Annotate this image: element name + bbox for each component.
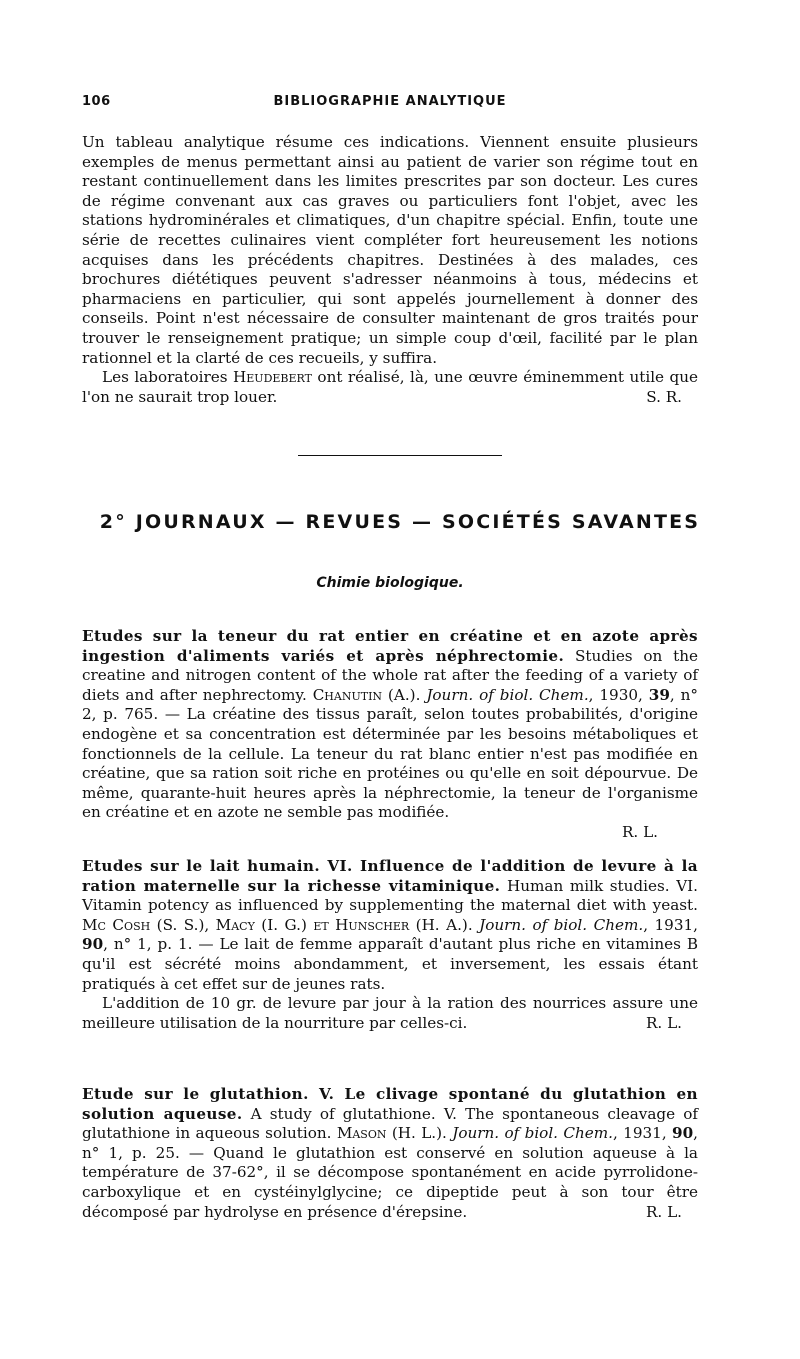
article-year: , 1930, bbox=[588, 685, 649, 704]
article-human-milk bbox=[82, 857, 698, 1033]
running-title: BIBLIOGRAPHIE ANALYTIQUE bbox=[273, 94, 507, 109]
section-divider bbox=[298, 455, 502, 456]
article-journal: Journ. of biol. Chem. bbox=[452, 1124, 613, 1143]
article-volume: 90 bbox=[672, 1124, 694, 1143]
article-initials: R. L. bbox=[645, 1013, 682, 1032]
section-title: 2° JOURNAUX — REVUES — SOCIÉTÉS SAVANTES bbox=[99, 511, 701, 533]
article-pages: , n° 1, p. 1. — bbox=[103, 935, 220, 954]
article-pages: , n° 1, p. 25. — bbox=[82, 1124, 698, 1162]
article-year: , 1931, bbox=[643, 915, 698, 934]
article-summary: La créatine des tissus paraît, selon toutes probabilités, d'origine endogène et sa concentration est déterminée par les besoins métaboliques et fonctionnels de la cellule. La teneur du rat blanc entier n'est pas modifiée en créatine, que sa ration soit riche en protéines ou qu'elle en soit dépourvue. De même, quarante-huit heures après la néphrectomie, la teneur de l'organisme en créatine et en azote ne semble pas modifiée. bbox=[82, 705, 698, 822]
review-continuation bbox=[82, 133, 698, 407]
article-glutathione bbox=[82, 1085, 698, 1222]
article-title: Etudes sur la teneur du rat entier en créatine et en azote après ingestion d'aliments variés et après néphrectomie. bbox=[82, 627, 698, 665]
review-paragraph-1: Un tableau analytique résume ces indications. Viennent ensuite plusieurs exemples de menus permettant ainsi au patient de varier son régime tout en restant continuellement dans les limites prescrites par son docteur. Les cures de régime convenant aux cas graves ou particuliers font l'objet, avec les stations hydrominérales et climatiques, d'un chapitre spécial. Enfin, toute une série de recettes culinaires vient compléter fort heureusement les notions acquises dans les précédents chapitres. Destinées à des malades, ces brochures diététiques peuvent s'adresser néanmoins à tous, médecins et pharmaciens en particulier, qui sont appelés journellement à donner des conseils. Point n'est nécessaire de consulter maintenant de gros traités pour trouver le renseignement pratique; un simple coup d'œil, facilité par le plan rationnel et la clarté de ces recueils, y suffira. bbox=[82, 133, 698, 367]
article-author: Chanutin (A.). bbox=[312, 685, 421, 704]
article-title: Etudes sur le lait humain. VI. Influence de l'addition de levure à la ration maternelle sur la richesse vitaminique. bbox=[82, 857, 698, 895]
review-paragraph-2-end: ont réalisé, là, une œuvre éminemment utile que l'on ne saurait trop louer. bbox=[82, 368, 698, 406]
running-head bbox=[82, 92, 698, 114]
article-title: Etude sur le glutathion. V. Le clivage spontané du glutathion en solution aqueuse. bbox=[82, 1085, 698, 1123]
article-english-title: Studies on the creatine and nitrogen content of the whole rat after the feeding of a variety of diets and after nephrectomy. bbox=[82, 646, 699, 704]
article-entry bbox=[82, 857, 698, 994]
article-summary-2: L'addition de 10 gr. de levure par jour à la ration des nourrices assure une meilleure utilisation de la nourriture par celles-ci. bbox=[82, 994, 698, 1032]
article-year: , 1931, bbox=[613, 1124, 673, 1143]
article-volume: 90 bbox=[82, 935, 104, 954]
article-summary: Le lait de femme apparaît d'autant plus riche en vitamines B qu'il est sécrété moins abondamment, et inversement, les essais étant pratiqués à cet effet sur de jeunes rats. bbox=[82, 935, 698, 993]
article-initials: R. L. bbox=[621, 822, 658, 841]
article-english-title: Human milk studies. VI. Vitamin potency as influenced by supplementing the maternal diet with yeast. bbox=[82, 876, 698, 915]
article-entry bbox=[82, 627, 698, 823]
review-signature: S. R. bbox=[646, 387, 682, 406]
review-paragraph-2-start: Les laboratoires bbox=[102, 368, 234, 387]
article-pages: , n° 2, p. 765. — bbox=[82, 685, 698, 724]
article-creatine bbox=[82, 627, 698, 843]
page-number: 106 bbox=[82, 94, 111, 109]
article-initials: R. L. bbox=[645, 1202, 682, 1221]
article-author: Mason (H. L.). bbox=[336, 1124, 447, 1143]
article-journal: Journ. of biol. Chem. bbox=[426, 685, 589, 704]
article-volume: 39 bbox=[648, 685, 670, 704]
company-name: Heudebert bbox=[233, 368, 312, 387]
article-entry bbox=[82, 1085, 698, 1222]
subsection-title: Chimie biologique. bbox=[316, 575, 464, 591]
article-summary: Quand le glutathion est conservé en solution aqueuse à la température de 37-62°, il se décompose spontanément en acide pyrrolidone-carboxylique et en cystéinylglycine; ce dipeptide peut à son tour être décomposé par hydrolyse en présence d'érepsine. bbox=[82, 1143, 698, 1221]
article-author: Mc Cosh (S. S.), Macy (I. G.) et Hunscher (H. A.). bbox=[82, 915, 473, 934]
review-paragraph-2 bbox=[82, 368, 698, 407]
article-journal: Journ. of biol. Chem. bbox=[479, 915, 644, 934]
article-english-title: A study of glutathione. V. The spontaneous cleavage of glutathione in aqueous solution. bbox=[82, 1104, 698, 1143]
article-summary-continued bbox=[82, 994, 698, 1033]
